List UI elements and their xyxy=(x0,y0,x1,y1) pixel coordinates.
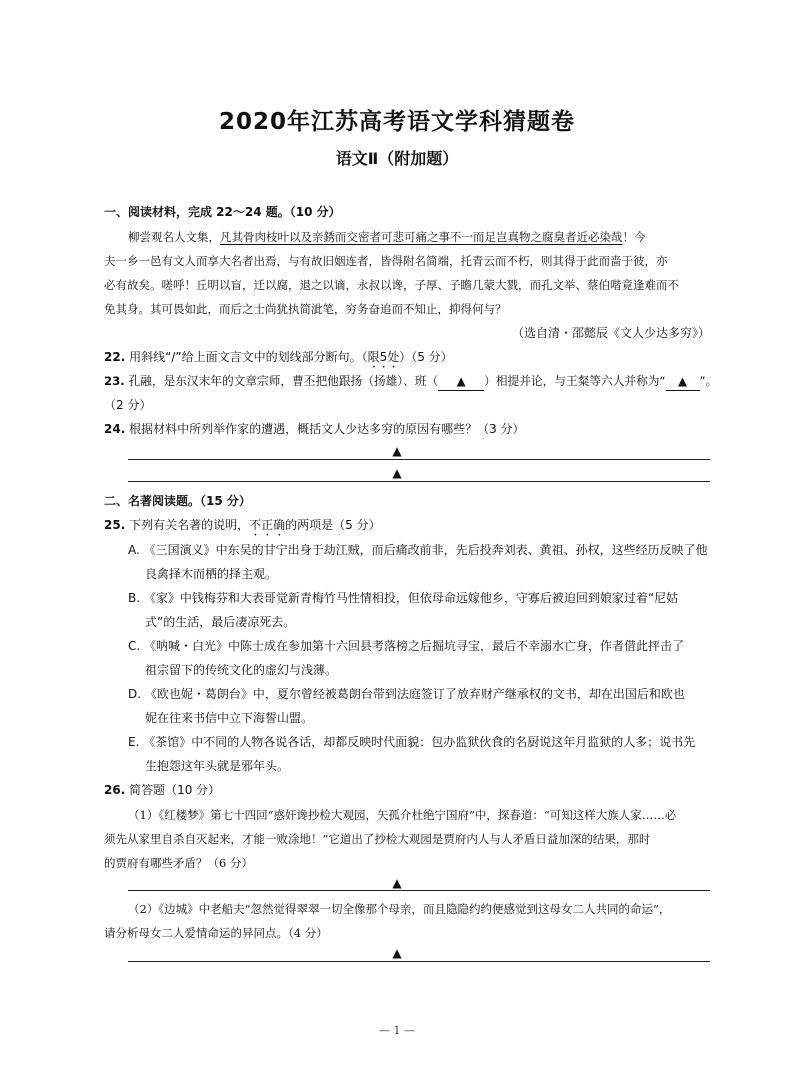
question-22 xyxy=(104,348,453,371)
passage-line-4: 免其身。其可畏如此，而后之士尚犹执简泚笔，穷务奋追而不知止，抑得何与？ xyxy=(104,302,507,316)
passage-line-1-pre: 柳尝观名人文集， xyxy=(128,230,220,244)
option-c-cont: 祖宗留下的传统文化的虚幻与浅薄。 xyxy=(145,663,338,677)
option-letter: B. xyxy=(128,591,141,605)
section1-heading: 一、阅读材料，完成 22～24 题。（10 分） xyxy=(104,205,341,219)
answer-line[interactable] xyxy=(128,961,710,962)
answer-line[interactable] xyxy=(128,459,710,460)
option-e[interactable] xyxy=(128,733,695,751)
passage-line-2: 夫一乡一邑有文人而享大名者出焉，与有故旧姻连者，皆得附名简端，托青云而不朽，则其得于此而啬于彼，亦 xyxy=(104,254,668,268)
question-25 xyxy=(104,516,381,539)
answer-line[interactable] xyxy=(128,890,710,891)
option-e-cont: 生抱怨这年头就是邪年头。 xyxy=(145,759,290,773)
answer-blank-2[interactable]: ▲ xyxy=(666,372,700,391)
answer-line[interactable] xyxy=(128,481,710,482)
option-a-cont: 良禽择木而栖的择主观。 xyxy=(145,567,278,581)
question-26-1-line-1: （1）《红楼梦》第七十四回“惑奸谗抄检大观园，矢孤介杜绝宁国府”中，探春道：“可知这样大族人家……必 xyxy=(128,808,677,822)
answer-blank-1[interactable]: ▲ xyxy=(438,372,484,391)
question-24-number: 24. xyxy=(104,422,126,436)
question-25-number: 25. xyxy=(104,518,126,532)
option-c[interactable] xyxy=(128,637,684,655)
option-letter: A. xyxy=(128,543,140,557)
question-26-heading: 简答题（10 分） xyxy=(129,783,221,797)
question-23-text-b: ）相提并论，与王粲等六人并称为“ xyxy=(484,374,666,388)
question-22-number: 22. xyxy=(104,350,126,364)
answer-marker: ▲ xyxy=(392,466,402,480)
option-letter: D. xyxy=(128,687,142,701)
passage-source: （选自清・邵懿辰《文人少达多穷》） xyxy=(511,326,710,340)
question-23-points: （2 分） xyxy=(104,398,152,412)
option-letter: C. xyxy=(128,639,141,653)
question-26-1-line-3: 的贾府有哪些矛盾？（6 分） xyxy=(104,856,253,870)
passage-line-1-post: ！今 xyxy=(622,230,646,244)
question-23-text-a: 孔融，是东汉末年的文章宗师，曹丕把他跟扬（扬雄）、班（ xyxy=(128,374,439,388)
question-24 xyxy=(104,420,525,438)
question-26-2-line-2: 请分析母女二人爱情命运的异同点。（4 分） xyxy=(104,926,328,940)
option-letter: E. xyxy=(128,735,140,749)
answer-marker: ▲ xyxy=(392,444,402,458)
option-d[interactable] xyxy=(128,685,685,703)
question-26-2-line-1: （2）《边城》中老船夫“忽然觉得翠翠一切全像那个母亲，而且隐隐约约便感觉到这母女二人共同的命运”， xyxy=(128,902,671,916)
section2-heading: 二、名著阅读题。（15 分） xyxy=(104,494,251,508)
option-b-cont: 式”的生活，最后凄凉死去。 xyxy=(145,615,296,629)
question-22-text-a: 用斜线“/”给上面文言文中的划线部分断句。（ xyxy=(129,350,368,364)
question-25-text-a: 下列有关名著的说明， xyxy=(129,518,250,532)
question-25-dotted: 不正确 xyxy=(249,518,286,532)
question-26-1-line-2: 须先从家里自杀自灭起来，才能一败涂地！”它道出了抄检大观园是贾府内人与人矛盾日益加深的结果，那时 xyxy=(104,832,651,846)
option-d-cont: 妮在往来书信中立下海誓山盟。 xyxy=(145,711,314,725)
answer-marker: ▲ xyxy=(392,946,402,960)
question-23-text-c: ”。 xyxy=(699,374,718,388)
page-number: — 1 — xyxy=(379,1024,415,1037)
option-text: 《茶馆》中不同的人物各说各话，却都反映时代面貌：包办监狱伙食的名厨说这年月监狱的人多；说书先 xyxy=(143,735,696,749)
passage-line-3: 必有故矣。嗟呼！丘明以盲，迁以腐，退之以谪，永叔以谗，子厚、子瞻几蒙大戮，而孔文举、蔡伯喈竟逢难而不 xyxy=(104,278,679,292)
passage-underlined-text: 凡其骨肉枝叶以及亲銹而交密者可悲可痛之事不一而足岂真物之腐臭者近必染哉 xyxy=(220,230,623,244)
option-text: 《呐喊・白光》中陈士成在参加第十六回县考落榜之后掘坑寻宝，最后不幸溺水亡身，作者借此抨击了 xyxy=(144,639,685,653)
exam-title: 2020年江苏高考语文学科猜题卷 xyxy=(218,109,575,135)
question-26-number: 26. xyxy=(104,783,126,797)
question-22-text-b: ）（5 分） xyxy=(399,350,453,364)
answer-marker: ▲ xyxy=(392,876,402,890)
option-a[interactable] xyxy=(128,541,708,559)
option-b[interactable] xyxy=(128,589,678,607)
exam-subtitle: 语文Ⅱ（附加题） xyxy=(335,149,459,168)
question-23-number: 23. xyxy=(104,374,125,388)
passage-line-1 xyxy=(128,228,646,246)
option-text: 《欧也妮・葛朗台》中，夏尔曾经被葛朗台带到法庭签订了放弃财产继承权的文书，却在出国后和欧也 xyxy=(144,687,685,701)
question-25-text-b: 的两项是（5 分） xyxy=(285,518,381,532)
question-22-dotted: 限5处 xyxy=(367,350,400,364)
question-26 xyxy=(104,781,220,799)
option-text: 《家》中钱梅芬和大表哥觉新青梅竹马性情相投，但依母命远嫁他乡，守寡后被迫回到娘家过着“尼姑 xyxy=(143,591,679,605)
question-24-text: 根据材料中所列举作家的遭遇，概括文人少达多穷的原因有哪些？（3 分） xyxy=(129,422,525,436)
question-23 xyxy=(104,372,717,391)
option-text: 《三国演义》中东吴的甘宁出身于劫江贼，而后痛改前非，先后投奔刘表、黄祖、孙权，这些经历反映了他 xyxy=(143,543,708,557)
